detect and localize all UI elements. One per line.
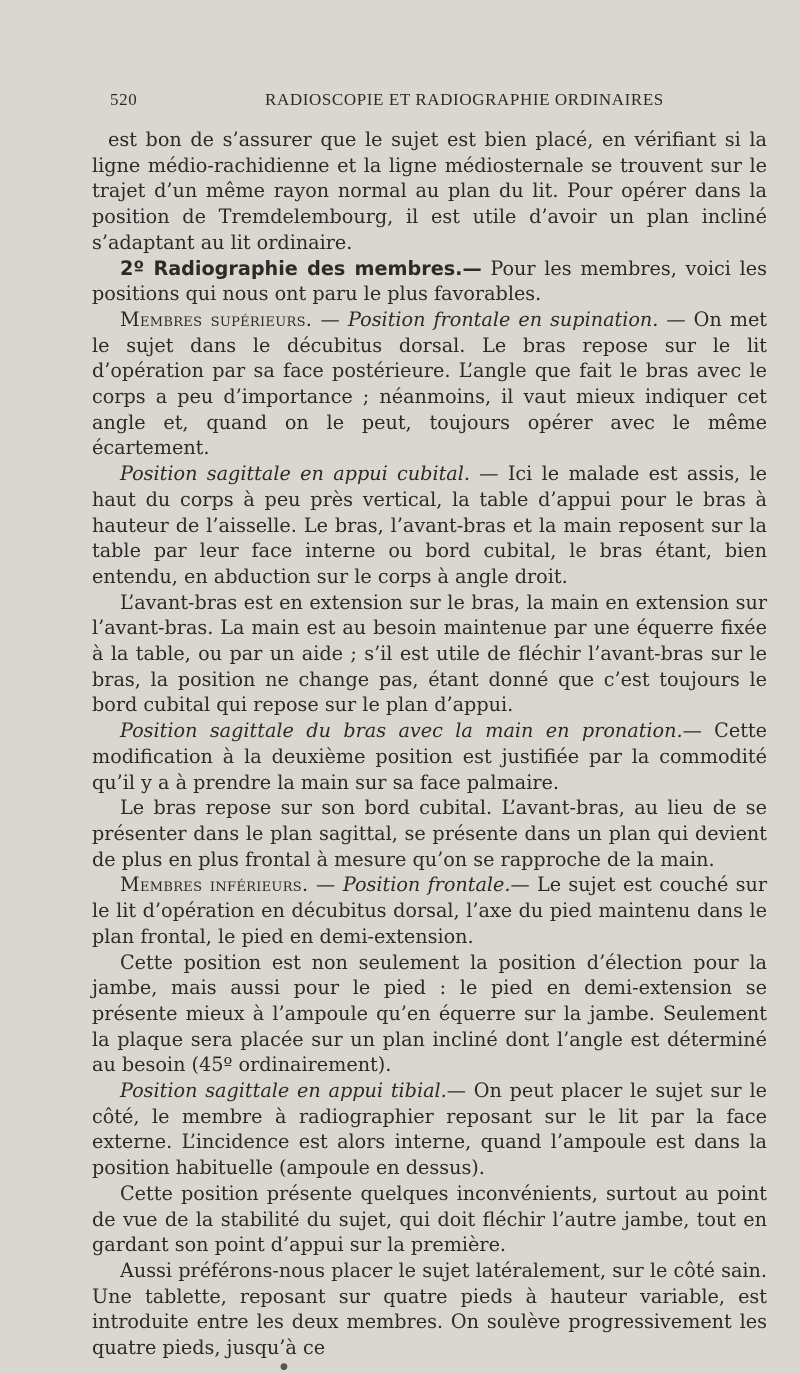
paragraph [92,1258,767,1361]
subsection-title: Position sagittale du bras avec la main en pronation.— [120,719,702,743]
paragraph [92,461,767,590]
body-text [92,127,767,1361]
paragraph [92,718,767,795]
paragraph [92,256,767,307]
paragraph-text: On met le sujet dans le décubitus dorsal. Le bras repose sur le lit d’opération par sa face postérieure. L’angle que fait le bras avec le corps a peu d’importance ; néanmoins, il vaut mieux indiquer cet angle et, quand on le peut, toujours opérer avec le même écartement. [92,307,768,460]
paragraph-text: Le bras repose sur son bord cubital. L’avant-bras, au lieu de se présenter dans le plan sagittal, se présente dans un plan qui devient de plus en plus frontal à mesure qu’on se rapproche de la main. [92,796,767,871]
paragraph [92,1078,767,1181]
paragraph [92,1181,767,1258]
paragraph [92,307,767,461]
paragraph-text: Cette position présente quelques inconvénients, surtout au point de vue de la stabilité du sujet, qui doit fléchir l’autre jambe, tout en gardant son point d’appui sur la première. [92,1181,767,1257]
section-heading: 2º Radiographie des membres.— [120,256,482,280]
subsection-title: Position frontale en supination. — [340,307,686,331]
paragraph-text: Cette modification à la deuxième position est justifiée par la commodité qu’il y a à prendre la main sur sa face palmaire. [92,719,767,794]
paragraph-text: Cette position est non seulement la position d’élection pour la jambe, mais aussi pour le pied : le pied en demi-extension se présente mieux à l’ampoule qu’en équerre sur la jambe. Seulement la plaque sera placée sur un plan incliné dont l’angle est déterminé au besoin (45º ordinairement). [92,950,767,1077]
running-title: RADIOSCOPIE ET RADIOGRAPHIE ORDINAIRES [265,90,664,109]
paragraph [92,950,767,1079]
section-lead: Membres inférieurs. — [120,873,336,897]
paragraph-text: Aussi préférons-nous placer le sujet latéralement, sur le côté sain. Une tablette, reposant sur quatre pieds à hauteur variable, est introduite entre les deux membres. On soulève progressivement les quatre pieds, jusqu’à ce [92,1258,767,1360]
paragraph-text: Le sujet est couché sur le lit d’opération en décubitus dorsal, l’axe du pied maintenu dans le plan frontal, le pied en demi-extension. [92,873,768,948]
paragraph-text: On peut placer le sujet sur le côté, le membre à radiographier reposant sur le lit par la face externe. L’incidence est alors interne, quand l’ampoule est dans la position habituelle (ampoule en dessus). [92,1079,767,1180]
subsection-title: Position frontale.— [335,873,530,897]
paragraph-text: Ici le malade est assis, le haut du corps à peu près vertical, la table d’appui pour le bras à hauteur de l’aisselle. Le bras, l’avant-bras et la main reposent sur la table par leur face interne ou bord cubital, le bras étant, bien entendu, en abduction sur le corps à angle droit. [92,462,767,588]
section-lead: Membres supérieurs. — [120,307,340,331]
paragraph [92,795,767,872]
paragraph-text: est bon de s’assurer que le sujet est bien placé, en vérifiant si la ligne médio-rachidienne et la ligne médiosternale se trouvent sur le trajet d’un même rayon normal au plan du lit. Pour opérer dans la position de Tremdelembourg, il est utile d’avoir un plan incliné s’adaptant au lit ordinaire. [92,128,767,254]
paragraph-text: Pour les membres, voici les positions qui nous ont paru le plus favorables. [92,256,767,306]
paragraph [92,872,767,949]
page-number: 520 [110,90,138,109]
page-header [110,90,710,114]
paragraph [92,127,767,256]
paragraph [92,590,767,719]
subsection-title: Position sagittale en appui tibial.— [120,1079,466,1103]
print-mark: ● [280,1362,288,1372]
paragraph-text: L’avant-bras est en extension sur le bras, la main en extension sur l’avant-bras. La main est au besoin maintenue par une équerre fixée à la table, ou par un aide ; s’il est utile de fléchir l’avant-bras sur le bras, la position ne change pas, étant donné que c’est toujours le bord cubital qui repose sur le plan d’appui. [92,590,767,717]
subsection-title: Position sagittale en appui cubital. — [120,462,499,486]
